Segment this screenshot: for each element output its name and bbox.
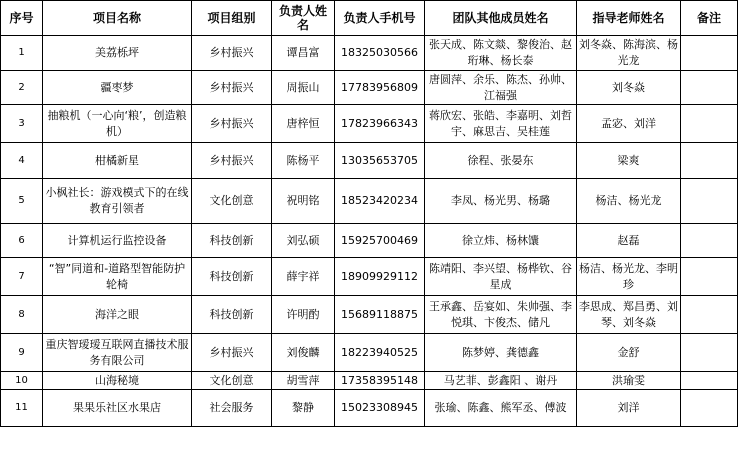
note-cell xyxy=(681,224,738,258)
seq-cell: 9 xyxy=(1,334,43,372)
leader-name-cell: 祝明铭 xyxy=(272,179,335,224)
note-cell xyxy=(681,372,738,390)
note-cell xyxy=(681,105,738,143)
advisor-cell: 赵磊 xyxy=(577,224,681,258)
team-members-cell: 张天成、陈文燚、黎俊治、赵珩琳、杨长泰 xyxy=(425,36,577,71)
project-group-cell: 科技创新 xyxy=(192,224,272,258)
note-cell xyxy=(681,36,738,71)
leader-name-cell: 黎静 xyxy=(272,390,335,427)
table-row xyxy=(1,105,738,143)
project-group-cell: 文化创意 xyxy=(192,179,272,224)
project-name-cell: 疆枣梦 xyxy=(43,71,192,105)
table-row xyxy=(1,71,738,105)
advisor-cell: 孟宓、刘洋 xyxy=(577,105,681,143)
project-name-cell: 山海秘境 xyxy=(43,372,192,390)
seq-cell: 7 xyxy=(1,258,43,296)
leader-name-cell: 周振山 xyxy=(272,71,335,105)
advisor-cell: 刘冬焱 xyxy=(577,71,681,105)
advisor-cell: 杨洁、杨光龙 xyxy=(577,179,681,224)
header-note: 备注 xyxy=(681,1,738,36)
seq-cell: 11 xyxy=(1,390,43,427)
project-name-cell: 计算机运行监控设备 xyxy=(43,224,192,258)
table-row xyxy=(1,372,738,390)
seq-cell: 2 xyxy=(1,71,43,105)
leader-name-cell: 陈杨平 xyxy=(272,143,335,179)
header-leader-phone: 负责人手机号 xyxy=(335,1,425,36)
project-group-cell: 乡村振兴 xyxy=(192,36,272,71)
project-group-cell: 社会服务 xyxy=(192,390,272,427)
seq-cell: 6 xyxy=(1,224,43,258)
header-project-name: 项目名称 xyxy=(43,1,192,36)
leader-phone-cell: 13035653705 xyxy=(335,143,425,179)
team-members-cell: 陈梦婷、龚德鑫 xyxy=(425,334,577,372)
project-group-cell: 乡村振兴 xyxy=(192,105,272,143)
leader-phone-cell: 18325030566 xyxy=(335,36,425,71)
table-row xyxy=(1,258,738,296)
seq-cell: 4 xyxy=(1,143,43,179)
team-members-cell: 王承鑫、岳宴如、朱帅强、李悦琪、卞俊杰、储凡 xyxy=(425,296,577,334)
advisor-cell: 刘冬焱、陈海滨、杨光龙 xyxy=(577,36,681,71)
project-group-cell: 乡村振兴 xyxy=(192,71,272,105)
note-cell xyxy=(681,179,738,224)
seq-cell: 10 xyxy=(1,372,43,390)
note-cell xyxy=(681,143,738,179)
team-members-cell: 李凤、杨光男、杨璐 xyxy=(425,179,577,224)
seq-cell: 5 xyxy=(1,179,43,224)
advisor-cell: 杨洁、杨光龙、李明珍 xyxy=(577,258,681,296)
leader-phone-cell: 17823966343 xyxy=(335,105,425,143)
header-project-group: 项目组别 xyxy=(192,1,272,36)
project-name-cell: “智”同道和-道路型智能防护轮椅 xyxy=(43,258,192,296)
leader-name-cell: 刘俊麟 xyxy=(272,334,335,372)
leader-name-cell: 许明酌 xyxy=(272,296,335,334)
table-row xyxy=(1,390,738,427)
team-members-cell: 马艺菲、彭鑫阳 、谢丹 xyxy=(425,372,577,390)
leader-phone-cell: 18909929112 xyxy=(335,258,425,296)
header-advisor: 指导老师姓名 xyxy=(577,1,681,36)
project-name-cell: 柑橘新星 xyxy=(43,143,192,179)
note-cell xyxy=(681,71,738,105)
project-name-cell: 海洋之眼 xyxy=(43,296,192,334)
team-members-cell: 徐立炜、杨林馕 xyxy=(425,224,577,258)
leader-name-cell: 唐梓恒 xyxy=(272,105,335,143)
header-leader-name: 负责人姓名 xyxy=(272,1,335,36)
table-row xyxy=(1,224,738,258)
team-members-cell: 蒋欣宏、张皓、李嘉明、刘哲宇、麻思吉、吴桂莲 xyxy=(425,105,577,143)
table-row xyxy=(1,179,738,224)
seq-cell: 8 xyxy=(1,296,43,334)
project-name-cell: 果果乐社区水果店 xyxy=(43,390,192,427)
note-cell xyxy=(681,258,738,296)
table-row xyxy=(1,143,738,179)
seq-cell: 1 xyxy=(1,36,43,71)
project-group-cell: 科技创新 xyxy=(192,296,272,334)
header-team-members: 团队其他成员姓名 xyxy=(425,1,577,36)
leader-name-cell: 谭昌富 xyxy=(272,36,335,71)
leader-name-cell: 薛宇祥 xyxy=(272,258,335,296)
leader-phone-cell: 18223940525 xyxy=(335,334,425,372)
leader-phone-cell: 18523420234 xyxy=(335,179,425,224)
advisor-cell: 金舒 xyxy=(577,334,681,372)
team-members-cell: 徐程、张晏东 xyxy=(425,143,577,179)
project-group-cell: 乡村振兴 xyxy=(192,143,272,179)
leader-phone-cell: 17783956809 xyxy=(335,71,425,105)
advisor-cell: 刘洋 xyxy=(577,390,681,427)
note-cell xyxy=(681,296,738,334)
table-row xyxy=(1,36,738,71)
header-row xyxy=(1,1,738,36)
team-members-cell: 唐圆萍、余乐、陈杰、孙帅、江福强 xyxy=(425,71,577,105)
leader-phone-cell: 15925700469 xyxy=(335,224,425,258)
header-seq: 序号 xyxy=(1,1,43,36)
project-name-cell: 抽粮机（一心向‘粮’，创造粮机） xyxy=(43,105,192,143)
seq-cell: 3 xyxy=(1,105,43,143)
leader-phone-cell: 15023308945 xyxy=(335,390,425,427)
project-group-cell: 乡村振兴 xyxy=(192,334,272,372)
project-group-cell: 科技创新 xyxy=(192,258,272,296)
note-cell xyxy=(681,334,738,372)
project-name-cell: 小枫社长：游戏模式下的在线教育引领者 xyxy=(43,179,192,224)
team-members-cell: 张瑜、陈鑫、熊军丞、傅波 xyxy=(425,390,577,427)
project-name-cell: 美荔栎坪 xyxy=(43,36,192,71)
note-cell xyxy=(681,390,738,427)
table-row xyxy=(1,296,738,334)
leader-phone-cell: 17358395148 xyxy=(335,372,425,390)
table-row xyxy=(1,334,738,372)
advisor-cell: 梁爽 xyxy=(577,143,681,179)
advisor-cell: 洪瑜雯 xyxy=(577,372,681,390)
project-name-cell: 重庆智瑷瑷互联网直播技术服务有限公司 xyxy=(43,334,192,372)
leader-name-cell: 刘弘硕 xyxy=(272,224,335,258)
project-group-cell: 文化创意 xyxy=(192,372,272,390)
advisor-cell: 李思成、郑昌勇、刘琴、刘冬焱 xyxy=(577,296,681,334)
leader-phone-cell: 15689118875 xyxy=(335,296,425,334)
team-members-cell: 陈靖阳、李兴望、杨桦钦、谷星成 xyxy=(425,258,577,296)
leader-name-cell: 胡雪萍 xyxy=(272,372,335,390)
